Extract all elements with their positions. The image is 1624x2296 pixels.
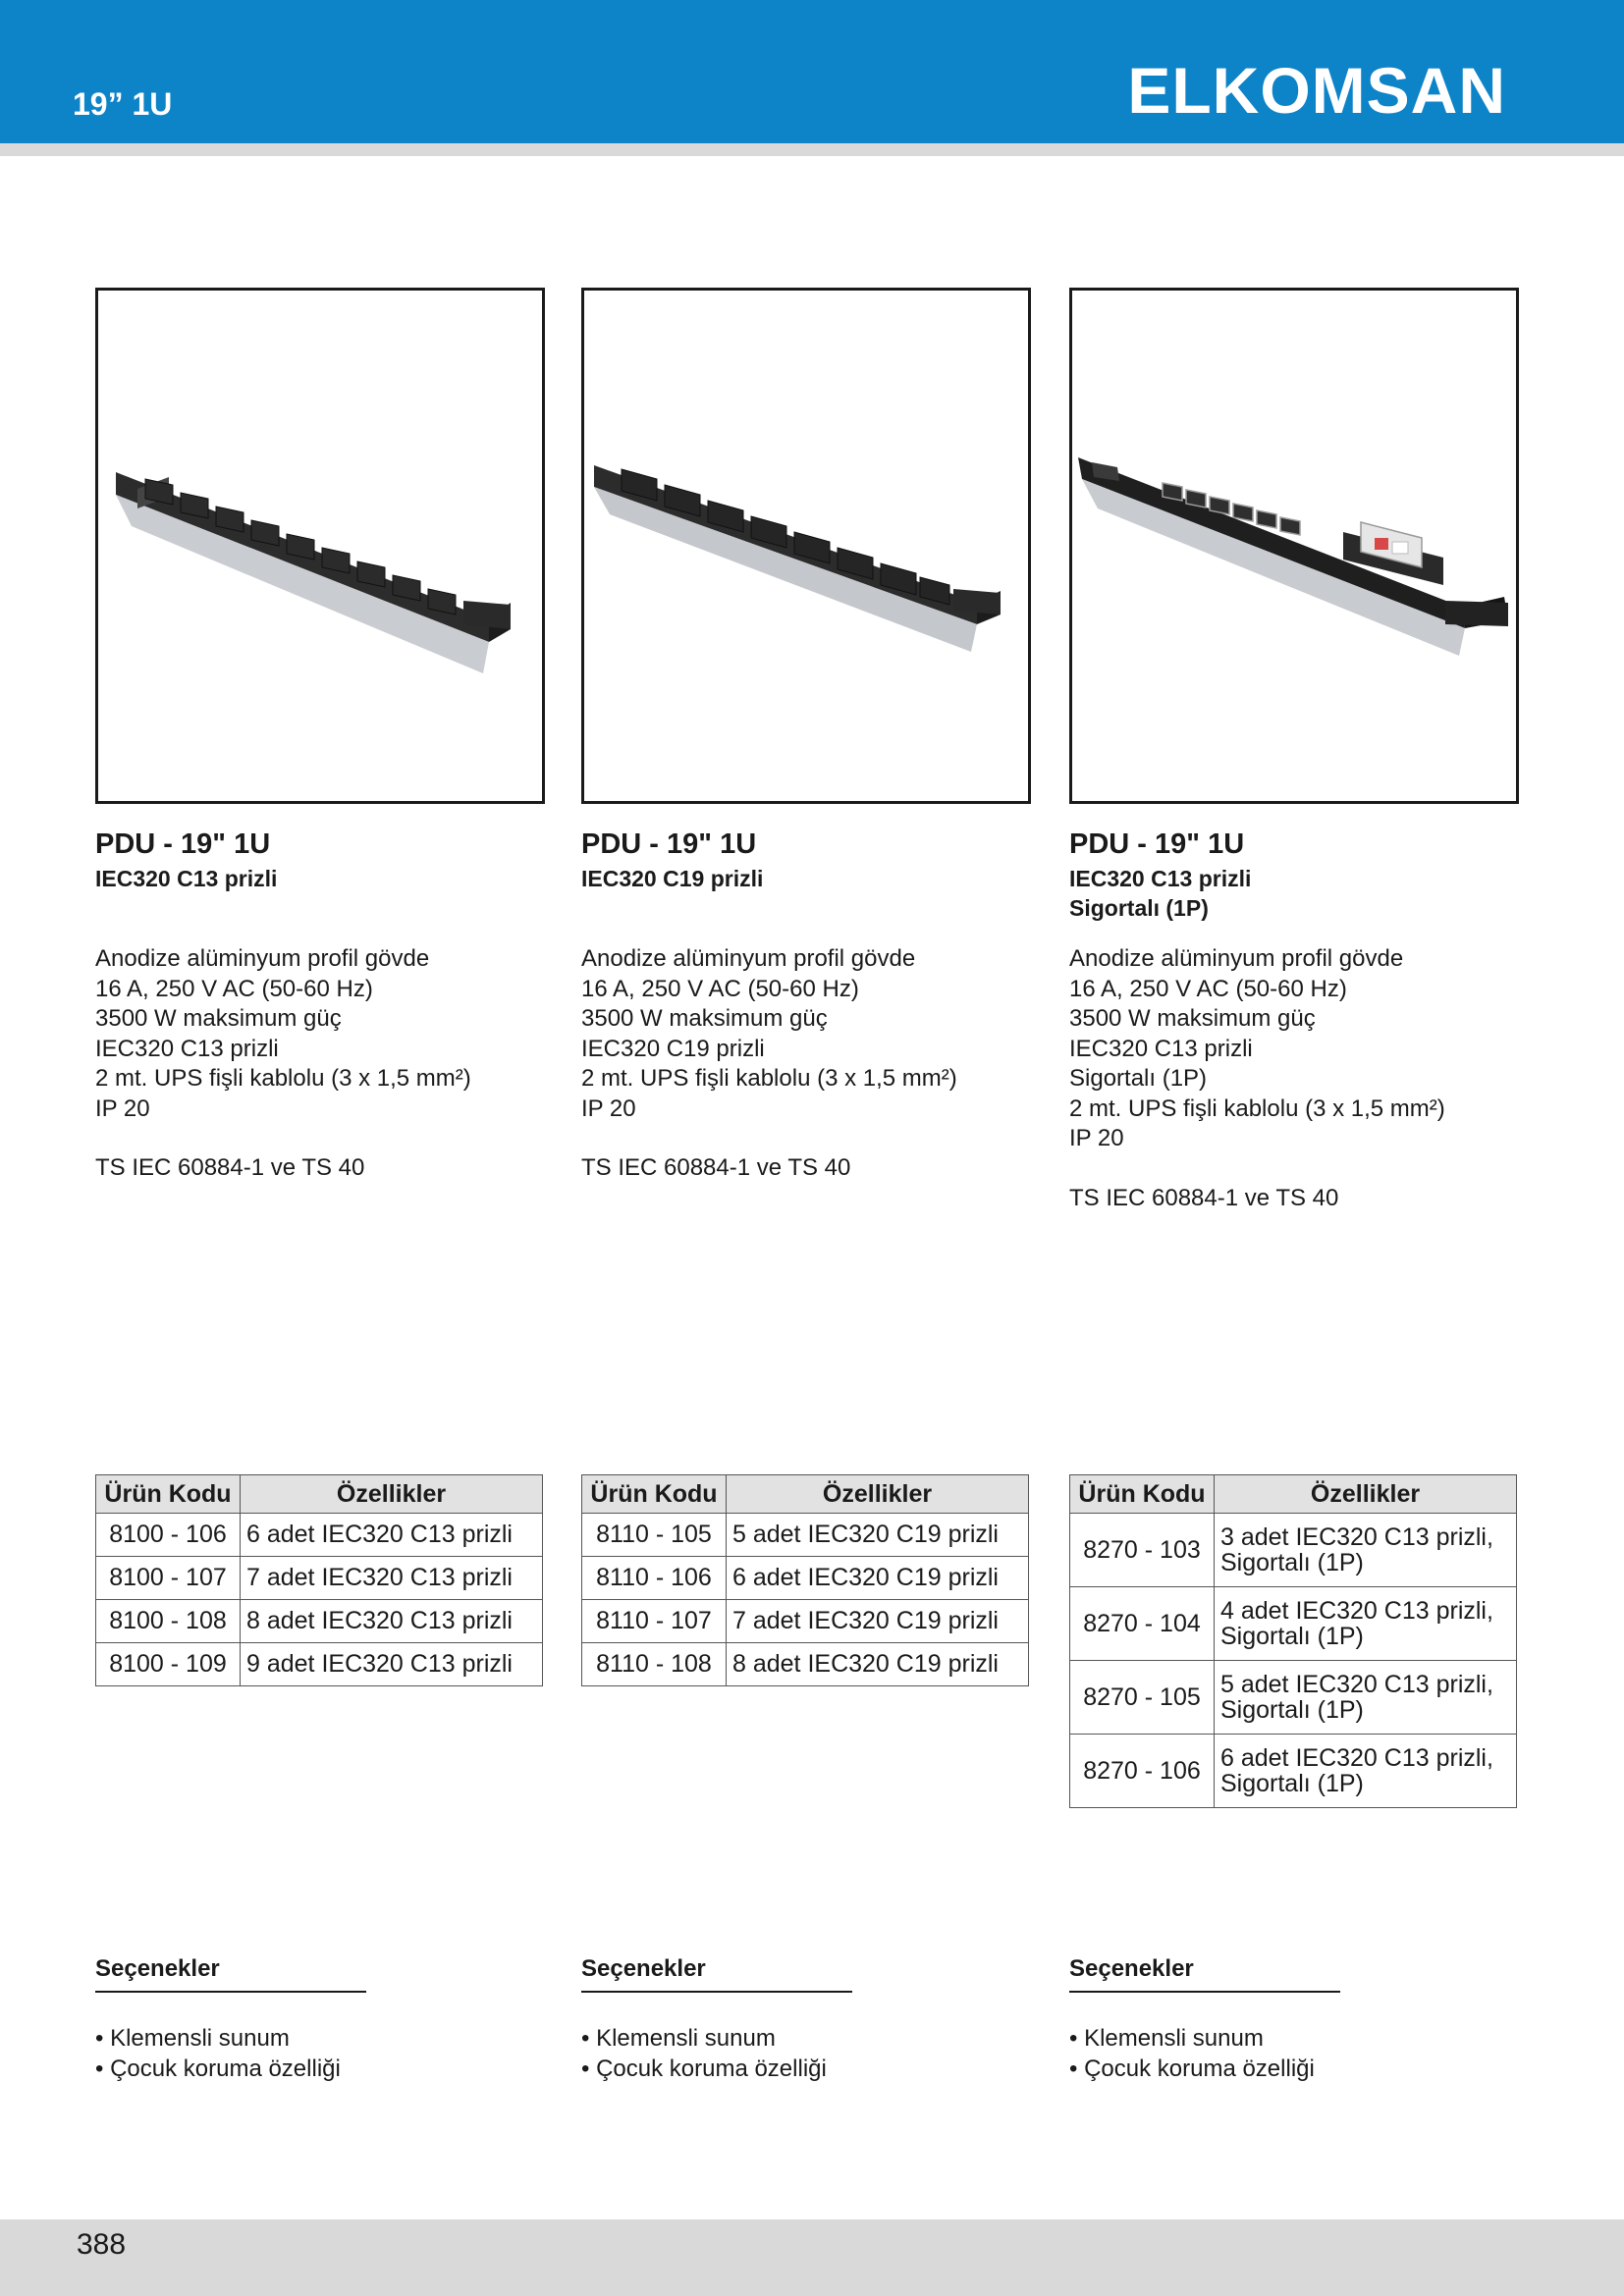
options-title: Seçenekler (581, 1955, 706, 1982)
table-header-code: Ürün Kodu (96, 1475, 241, 1514)
product-title: PDU - 19" 1U (581, 828, 757, 860)
product-code-table (95, 1474, 543, 1686)
table-row: 8100 - 107 7 adet IEC320 C13 prizli (96, 1557, 543, 1600)
table-row: 8270 - 103 3 adet IEC320 C13 prizli, Sigortalı (1P) (1070, 1514, 1517, 1587)
table-row: 8110 - 106 6 adet IEC320 C19 prizli (582, 1557, 1029, 1600)
product-specs: Anodize alüminyum profil gövde 16 A, 250 V AC (50-60 Hz) 3500 W maksimum güç IEC320 C13 prizli Sigortalı (1P) 2 mt. UPS fişli kablolu (3 x 1,5 mm²) IP 20 (1069, 945, 1445, 1151)
product-title: PDU - 19" 1U (1069, 828, 1245, 860)
table-row: 8100 - 109 9 adet IEC320 C13 prizli (96, 1643, 543, 1686)
options-divider (581, 1991, 852, 1993)
table-row: 8100 - 108 8 adet IEC320 C13 prizli (96, 1600, 543, 1643)
header-divider (0, 143, 1624, 156)
list-item: • Klemensli sunum (581, 2025, 776, 2052)
product-code-table (581, 1474, 1029, 1686)
product-subtitle: IEC320 C19 prizli (581, 866, 764, 891)
options-title: Seçenekler (1069, 1955, 1194, 1982)
section-label: 19” 1U (73, 86, 173, 122)
pdu-c13-fused-illustration (1072, 291, 1516, 801)
table-header-code: Ürün Kodu (1070, 1475, 1215, 1514)
table-row: 8100 - 106 6 adet IEC320 C13 prizli (96, 1514, 543, 1557)
product-specs: Anodize alüminyum profil gövde 16 A, 250 V AC (50-60 Hz) 3500 W maksimum güç IEC320 C19 prizli 2 mt. UPS fişli kablolu (3 x 1,5 mm²) IP 20 (581, 945, 957, 1122)
product-standard: TS IEC 60884-1 ve TS 40 (95, 1154, 365, 1181)
options-list (1069, 2023, 1315, 2084)
table-row: 8110 - 105 5 adet IEC320 C19 prizli (582, 1514, 1029, 1557)
list-item: • Çocuk koruma özelliği (95, 2056, 341, 2082)
table-row: 8270 - 105 5 adet IEC320 C13 prizli, Sigortalı (1P) (1070, 1661, 1517, 1735)
product-standard: TS IEC 60884-1 ve TS 40 (581, 1154, 851, 1181)
product-standard: TS IEC 60884-1 ve TS 40 (1069, 1185, 1339, 1211)
page-header (0, 0, 1624, 143)
list-item: • Çocuk koruma özelliği (1069, 2056, 1315, 2082)
options-title: Seçenekler (95, 1955, 220, 1982)
product-subtitle: IEC320 C13 prizli (95, 866, 278, 891)
page-number: 388 (77, 2228, 127, 2261)
table-header-features: Özellikler (727, 1475, 1029, 1514)
table-header-features: Özellikler (1215, 1475, 1517, 1514)
options-divider (1069, 1991, 1340, 1993)
list-item: • Klemensli sunum (95, 2025, 290, 2052)
brand-logo-text: ELKOMSAN (1127, 54, 1506, 127)
table-row: 8270 - 104 4 adet IEC320 C13 prizli, Sigortalı (1P) (1070, 1587, 1517, 1661)
product-title: PDU - 19" 1U (95, 828, 271, 860)
table-row: 8110 - 107 7 adet IEC320 C19 prizli (582, 1600, 1029, 1643)
pdu-c13-illustration (98, 291, 542, 801)
page-footer (0, 2219, 1624, 2296)
options-list (581, 2023, 827, 2084)
product-photo-pdu-c13-fused (1069, 288, 1519, 804)
product-photo-pdu-c13 (95, 288, 545, 804)
options-divider (95, 1991, 366, 1993)
table-header-code: Ürün Kodu (582, 1475, 727, 1514)
list-item: • Çocuk koruma özelliği (581, 2056, 827, 2082)
table-row: 8270 - 106 6 adet IEC320 C13 prizli, Sigortalı (1P) (1070, 1735, 1517, 1808)
product-subtitle: IEC320 C13 prizli Sigortalı (1P) (1069, 866, 1252, 921)
list-item: • Klemensli sunum (1069, 2025, 1264, 2052)
pdu-c19-illustration (584, 291, 1028, 801)
product-specs: Anodize alüminyum profil gövde 16 A, 250 V AC (50-60 Hz) 3500 W maksimum güç IEC320 C13 prizli 2 mt. UPS fişli kablolu (3 x 1,5 mm²) IP 20 (95, 945, 471, 1122)
options-list (95, 2023, 341, 2084)
table-row: 8110 - 108 8 adet IEC320 C19 prizli (582, 1643, 1029, 1686)
table-header-features: Özellikler (241, 1475, 543, 1514)
product-photo-pdu-c19 (581, 288, 1031, 804)
product-code-table (1069, 1474, 1517, 1808)
